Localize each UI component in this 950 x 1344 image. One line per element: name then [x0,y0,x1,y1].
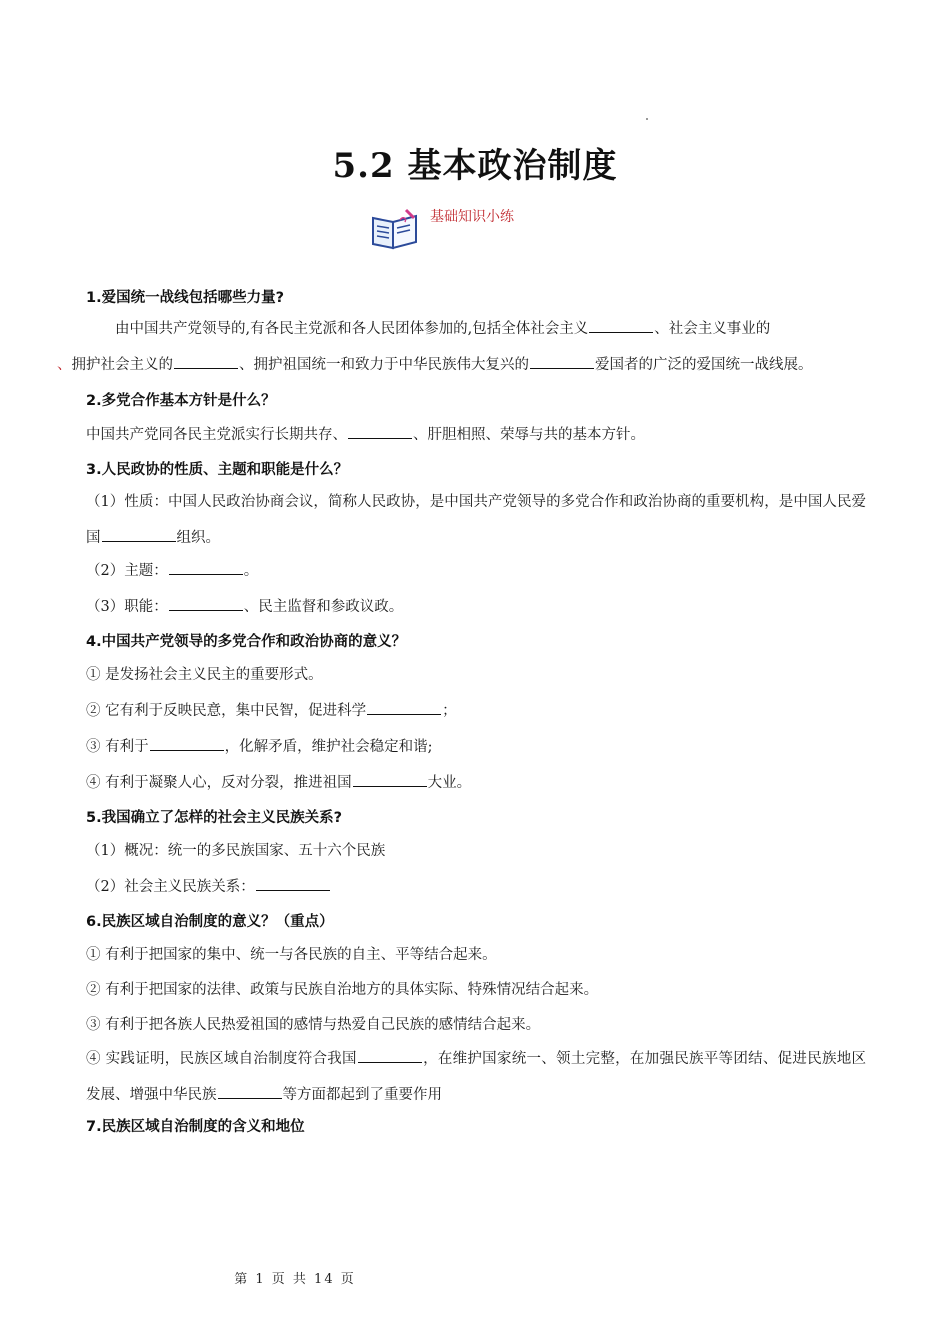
fill-blank[interactable] [150,736,224,751]
answer-4-item-4 [86,772,866,793]
decorative-dot [646,118,648,120]
answer-5-item-2 [86,876,866,897]
answer-4-text-b: ； [442,703,457,719]
answer-1-text-f: 爱国者的广泛的爱国统一战线展。 [595,357,813,373]
question-6: 6.民族区域自治制度的意义？（重点） [86,914,334,930]
answer-4-item-1: ① 是发扬社会主义民主的重要形式。 [86,667,323,683]
fill-blank[interactable] [102,527,176,542]
fill-blank[interactable] [367,700,441,715]
answer-6-item-4 [86,1041,866,1113]
answer-4-text-d: ，化解矛盾，维护社会稳定和谐; [224,739,433,755]
answer-2-text-b: 、肝胆相照、荣辱与共的基本方针。 [413,427,645,443]
answer-1-text-c: 、 [57,357,72,373]
fill-blank[interactable] [174,354,238,369]
fill-blank[interactable] [353,772,427,787]
answer-5-item-1: （1）概况：统一的多民族国家、五十六个民族 [86,843,386,859]
answer-1-text-b: 、社会主义事业的 [654,321,771,337]
answer-3-text-c: （2）主题： [86,563,168,579]
answer-2 [86,424,866,445]
answer-3-nature [86,484,866,556]
question-2: 2.多党合作基本方针是什么？ [86,393,276,409]
answer-1-text-e: 、拥护祖国统一和致力于中华民族伟大复兴的 [239,357,529,373]
answer-4-item-3 [86,736,866,757]
answer-4-item-2 [86,700,866,721]
question-5: 5.我国确立了怎样的社会主义民族关系? [86,810,343,826]
question-7: 7.民族区域自治制度的含义和地位 [86,1119,305,1135]
answer-4-text-f: 大业。 [427,775,472,791]
question-1: 1.爱国统一战线包括哪些力量? [86,290,285,306]
fill-blank[interactable] [169,560,243,575]
page-footer: 第 1 页 共 14 页 [234,1272,356,1287]
book-icon [370,208,420,250]
answer-1 [57,311,866,383]
answer-6-item-3: ③ 有利于把各族人民热爱祖国的感情与热爱自己民族的感情结合起来。 [86,1017,541,1033]
answer-6-text-a: ④ 实践证明，民族区域自治制度符合我国 [86,1051,357,1067]
answer-4-text-e: ④ 有利于凝聚人心，反对分裂，推进祖国 [86,775,352,791]
answer-1-text-d: 拥护社会主义的 [71,357,173,373]
fill-blank[interactable] [256,876,330,891]
fill-blank[interactable] [348,424,412,439]
question-3: 3.人民政协的性质、主题和职能是什么？ [86,462,349,478]
answer-6-item-2: ② 有利于把国家的法律、政策与民族自治地方的具体实际、特殊情况结合起来。 [86,982,599,998]
answer-3-theme [86,560,866,581]
answer-3-text-b: 组织。 [176,530,220,546]
answer-3-text-f: 、民主监督和参政议政。 [243,599,404,615]
answer-3-text-a: （1）性质：中国人民政治协商会议，简称人民政协，是中国共产党领导的多党合作和政治协商的重要机构，是中国人民爱国 [86,494,866,546]
badge-label: 基础知识小练 [430,209,514,225]
fill-blank[interactable] [358,1048,422,1063]
answer-6-text-b: ，在维护国家统一、领土完整，在加强民族平等团结、促进民族地区发展、增强中华民族 [86,1051,867,1103]
answer-3-function [86,596,866,617]
answer-2-text-a: 中国共产党同各民主党派实行长期共存、 [86,427,347,443]
fill-blank[interactable] [169,596,243,611]
answer-4-text-a: ② 它有利于反映民意，集中民智，促进科学 [86,703,367,719]
fill-blank[interactable] [218,1084,282,1099]
answer-6-item-1: ① 有利于把国家的集中、统一与各民族的自主、平等结合起来。 [86,947,497,963]
question-4: 4.中国共产党领导的多党合作和政治协商的意义？ [86,634,407,650]
section-badge [370,204,570,254]
answer-5-text-a: （2）社会主义民族关系： [86,879,255,895]
page-title: 5.2 基本政治制度 [332,146,618,186]
content [57,288,867,1150]
answer-6-text-c: 等方面都起到了重要作用 [282,1087,442,1103]
answer-3-text-d: 。 [243,563,259,579]
fill-blank[interactable] [589,318,653,333]
fill-blank[interactable] [530,354,594,369]
answer-3-text-e: （3）职能： [86,599,168,615]
answer-4-text-c: ③ 有利于 [86,739,149,755]
answer-1-text-a: 由中国共产党领导的,有各民主党派和各人民团体参加的,包括全体社会主义 [115,321,589,337]
